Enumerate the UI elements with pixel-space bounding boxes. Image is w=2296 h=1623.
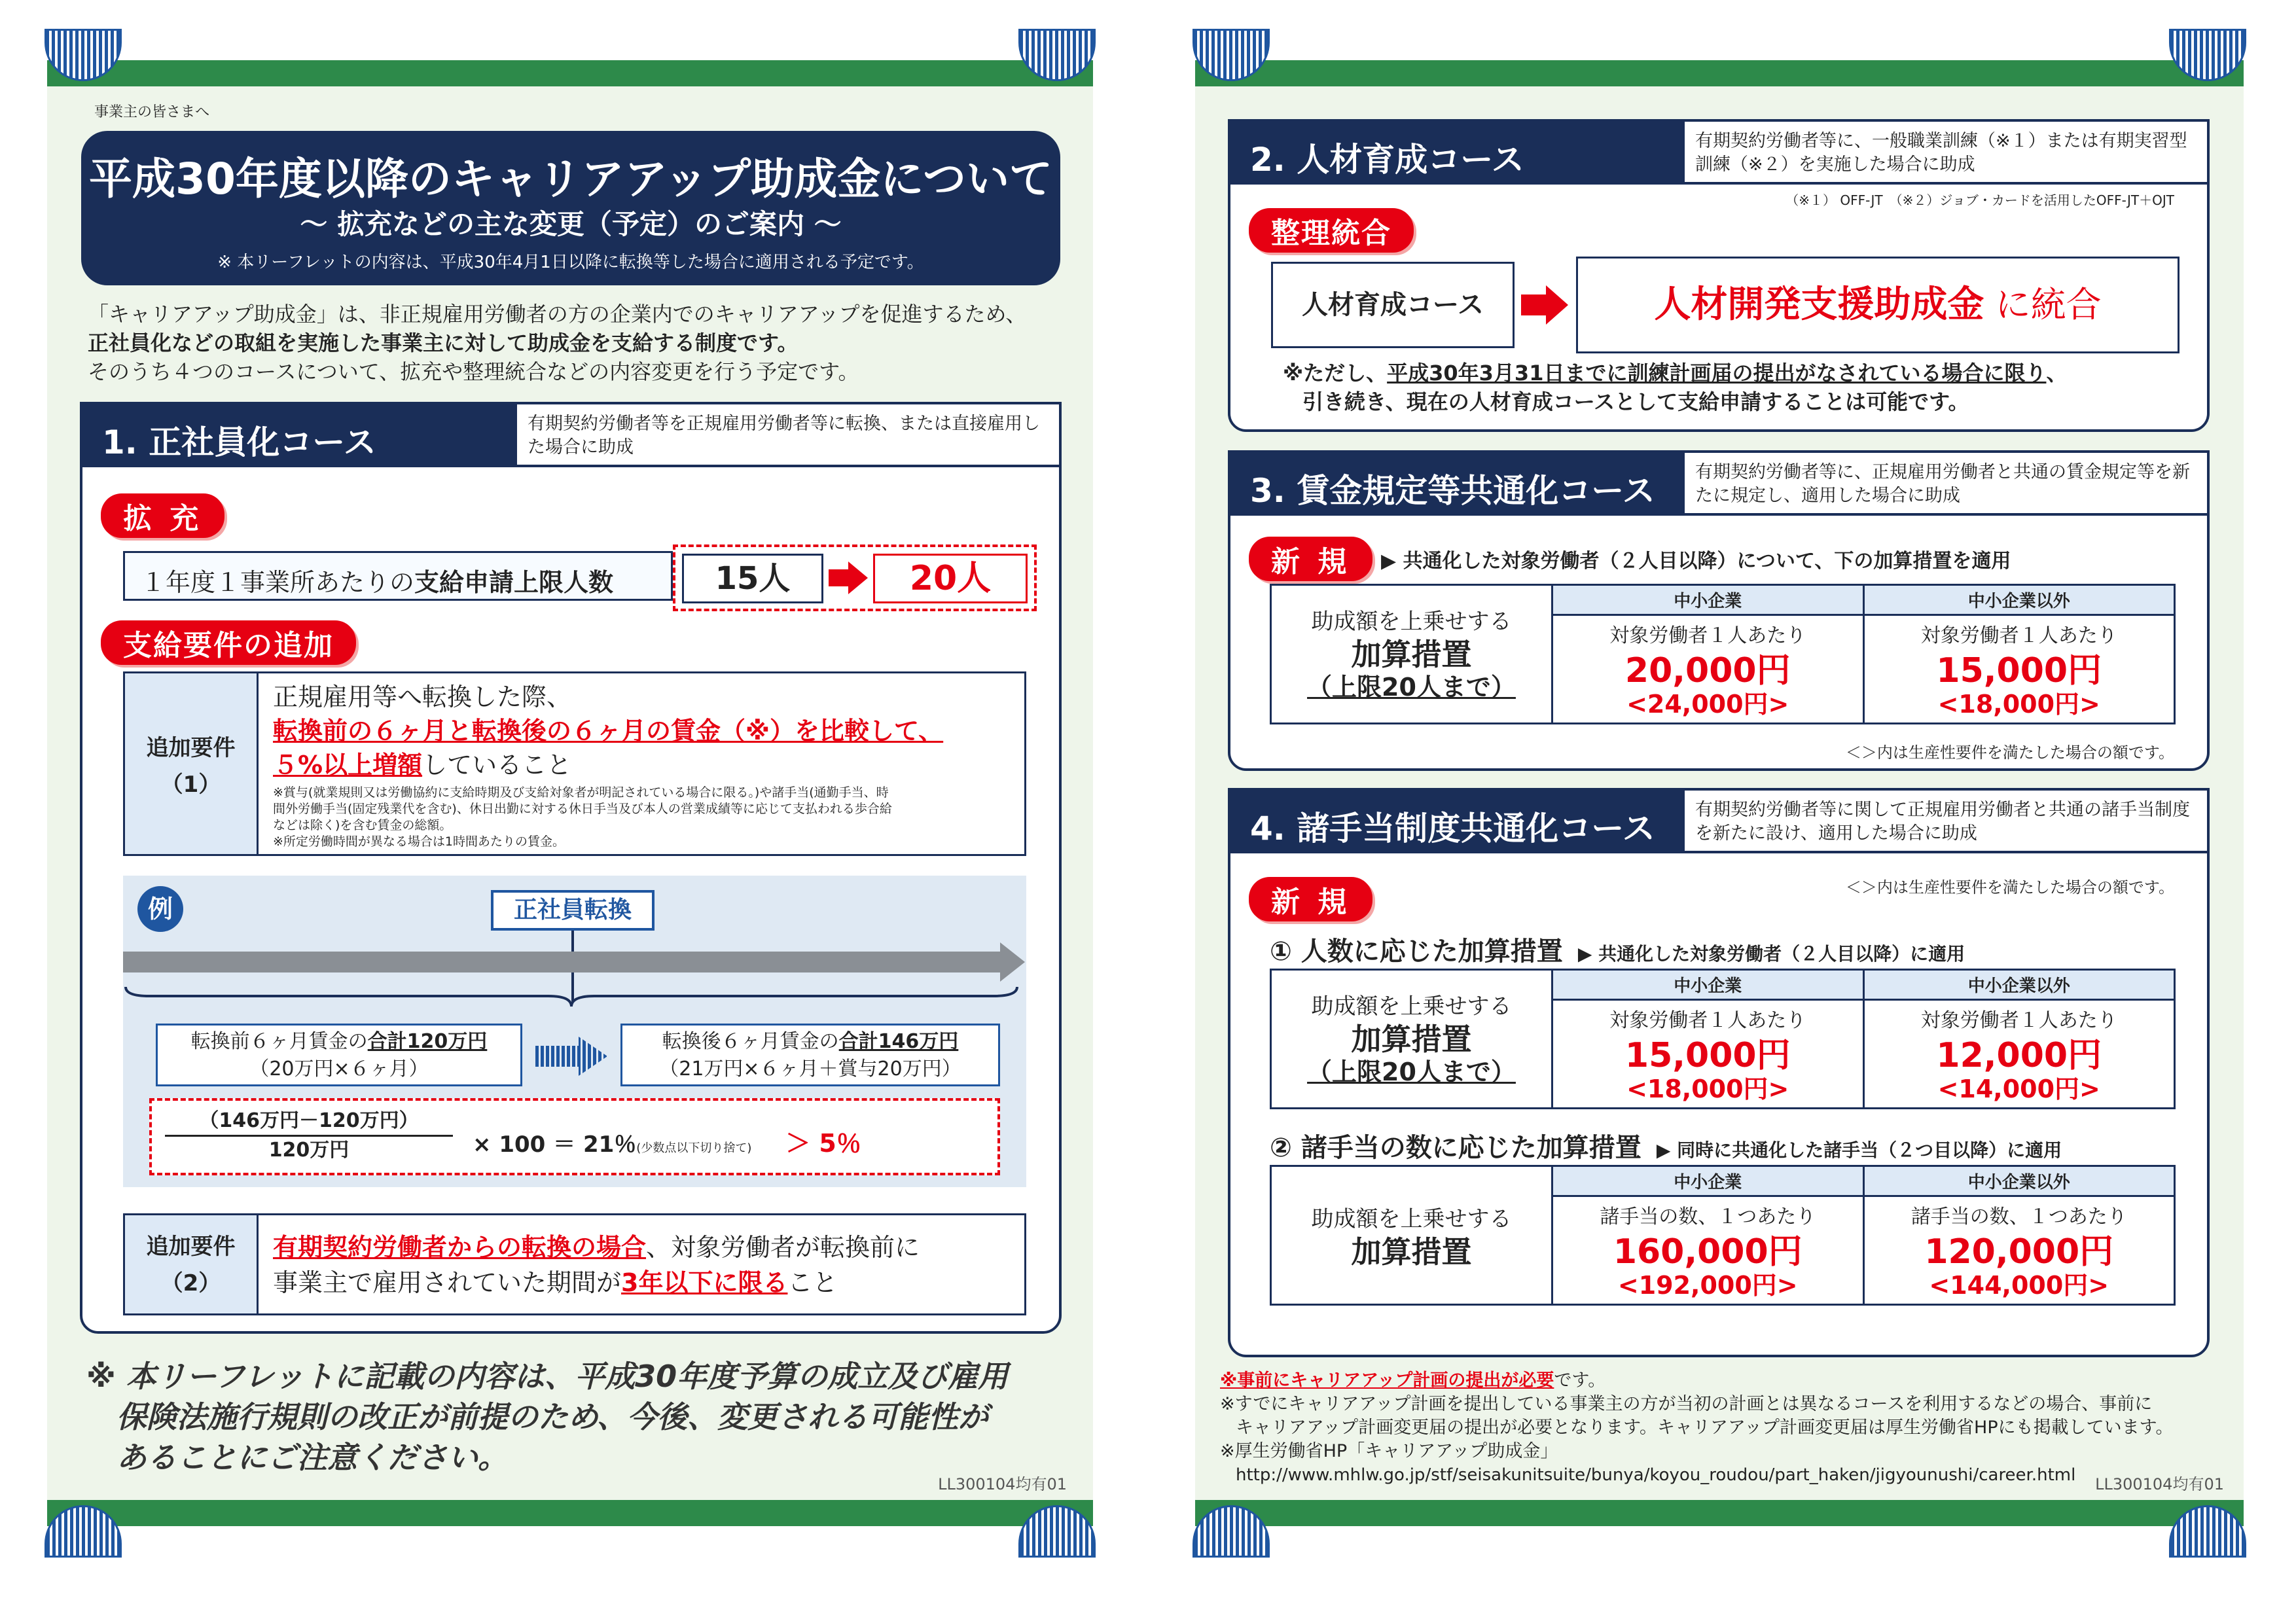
- bottom-green-band: [1195, 1500, 2244, 1526]
- page-title: 平成30年度以降のキャリアアップ助成金について: [89, 154, 1052, 204]
- table-cell: 対象労働者１人あたり 15,000円 <18,000円>: [1863, 615, 2175, 724]
- course4-section: [1228, 788, 2210, 1357]
- measure-2-heading: ② 諸手当の数に応じた加算措置 ▶ 同時に共通化した諸手当（２つ目以降）に適用: [1270, 1133, 2062, 1163]
- column-header: 中小企業以外: [1863, 1166, 2175, 1196]
- example-panel: [123, 876, 1026, 1187]
- requirement-2: [123, 1213, 1026, 1315]
- title-banner: [81, 131, 1060, 285]
- requirement-1-notes: ※賞与(就業規則又は労働協約に支給時期及び支給対象者が明記されている場合に限る。)や諸手当(通勤手当、時 間外労働手当(固定残業代を含む)、休日出勤に対する休日手当及び本人の営業成績等に応じて支払われる歩合給 などは除く)を含む賃金の総額。 ※所定労働時間が異なる場合は1時間あたりの賃金。: [273, 785, 892, 849]
- column-header: 中小企業: [1552, 970, 1864, 1000]
- merge-to: 人材開発支援助成金 に統合: [1576, 257, 2179, 353]
- productivity-note: ＜＞内は生産性要件を満たした場合の額です。: [1845, 878, 2174, 897]
- measure-1-table: [1270, 969, 2176, 1109]
- course3-lead: ▶ 共通化した対象労働者（２人目以降）について、下の加算措置を適用: [1381, 550, 2011, 573]
- course3-section: [1228, 450, 2210, 771]
- intro: [88, 300, 1069, 386]
- requirement-1-label: 追加要件 （1）: [125, 673, 259, 854]
- notice: ※ 本リーフレットの内容は、平成30年4月1日以降に転換等した場合に適用される予定です。: [217, 253, 924, 272]
- new-tag: 新 規: [1249, 537, 1372, 581]
- left-page: [47, 60, 1093, 1526]
- conversion-event-label: 正社員転換: [491, 890, 655, 931]
- course3-title: 3. 賃金規定等共通化コース: [1230, 453, 1682, 513]
- course2-note: （※１） OFF-JT （※２）ジョブ・カードを活用したOFF-JT＋OJT: [1785, 192, 2174, 208]
- timeline-arrow-icon: [123, 942, 1026, 982]
- table-cell: 対象労働者１人あたり 20,000円 <24,000円>: [1552, 615, 1864, 724]
- course2-title: 2. 人材育成コース: [1230, 122, 1682, 182]
- column-header: 中小企業: [1552, 585, 1864, 615]
- document-code: LL300104均有01: [2095, 1475, 2224, 1493]
- table-cell: 諸手当の数、１つあたり 120,000円 <144,000円>: [1863, 1196, 2175, 1305]
- arrow-right-icon: [829, 562, 868, 594]
- before-wage-box: 転換前６ヶ月賃金の合計120万円 （20万円×６ヶ月）: [156, 1024, 522, 1086]
- add-requirement-tag: 支給要件の追加: [101, 620, 356, 665]
- page-subtitle: ～ 拡充などの主な変更（予定）のご案内 ～: [300, 208, 842, 240]
- table-row-label: 助成額を上乗せする 加算措置 （上限20人まで）: [1271, 970, 1552, 1109]
- intro-line: 「キャリアアップ助成金」は、非正規雇用労働者の方の企業内でのキャリアアップを促進するため、: [88, 302, 1027, 327]
- course1-desc: 有期契約労働者等を正規雇用労働者等に転換、または直接雇用した場合に助成: [514, 404, 1059, 465]
- merge-from: 人材育成コース: [1271, 262, 1515, 348]
- right-page: [1195, 60, 2244, 1526]
- document-code: LL300104均有01: [938, 1475, 1067, 1493]
- course2-desc: 有期契約労働者等に、一般職業訓練（※１）または有期実習型訓練（※２）を実施した場合に助成: [1682, 122, 2207, 182]
- reference-link[interactable]: http://www.mhlw.go.jp/stf/seisakunitsuite/bunya/koyou_roudou/part_haken/jigyounushi/career.html: [1236, 1465, 2076, 1485]
- footer-note: ※ 本リーフレットに記載の内容は、平成30年度予算の成立及び雇用 保険法施行規則の改正が前提のため、今後、変更される可能性が あることにご注意ください。: [86, 1359, 1009, 1475]
- measure-1-heading: ① 人数に応じた加算措置 ▶ 共通化した対象労働者（２人目以降）に適用: [1270, 936, 1965, 967]
- top-green-band: [1195, 60, 2244, 86]
- measure-2-table: [1270, 1165, 2176, 1306]
- example-badge: 例: [137, 886, 183, 932]
- expand-tag: 拡 充: [101, 493, 224, 538]
- formula-result: × 100 ＝ 21％(少数点以下切り捨て) ＞ 5％: [473, 1129, 861, 1158]
- course4-desc: 有期契約労働者等に関して正規雇用労働者と共通の諸手当制度を新たに設け、適用した場合に助成: [1682, 791, 2207, 851]
- top-green-band: [47, 60, 1093, 86]
- arrow-right-icon: [1521, 285, 1568, 325]
- course4-title: 4. 諸手当制度共通化コース: [1230, 791, 1682, 851]
- course3-table: [1270, 584, 2176, 724]
- bottom-notes: ※事前にキャリアアップ計画の提出が必要です。 ※すでにキャリアアップ計画を提出している事業主の方が当初の計画とは異なるコースを利用するなどの場合、事前に キャリアアップ計画変更届の提出が必要となります。キャリアアップ計画変更届は厚生労働省HPにも掲載しています。 ※厚生労働省HP「キャリアアップ助成金」 http://www.mhlw.go.jp/stf/seisakunitsuite/bunya/koyou_roudou/part_haken/jigyounushi/career.html: [1220, 1369, 2228, 1487]
- merge-condition: ※ただし、平成30年3月31日までに訓練計画届の提出がなされている場合に限り、 引き続き、現在の人材育成コースとして支給申請することは可能です。: [1283, 361, 2068, 414]
- table-cell: 対象労働者１人あたり 12,000円 <14,000円>: [1863, 1000, 2175, 1109]
- course2-section: [1228, 119, 2210, 432]
- limit-change-box: [673, 544, 1037, 611]
- bottom-green-band: [47, 1500, 1093, 1526]
- column-header: 中小企業以外: [1863, 970, 2175, 1000]
- audience: 事業主の皆さまへ: [94, 104, 210, 120]
- period-braces-icon: [123, 986, 1026, 1008]
- limit-label: １年度１事業所あたりの支給申請上限人数: [123, 551, 673, 601]
- new-tag: 新 規: [1249, 877, 1372, 921]
- column-header: 中小企業: [1552, 1166, 1864, 1196]
- merge-tag: 整理統合: [1249, 208, 1414, 253]
- course3-desc: 有期契約労働者等に、正規雇用労働者と共通の賃金規定等を新たに規定し、適用した場合に助成: [1682, 453, 2207, 513]
- requirement-1-text: 正規雇用等へ転換した際、 転換前の６ヶ月と転換後の６ヶ月の賃金（※）を比較して、 ５%以上増額していること ※賞与(就業規則又は労働協約に支給時期及び支給対象者が明記されている場合に限る。)や諸手当(通勤手当、時 間外労働手当(固定残業代を含む)、休日出勤に対する休日手当及び本人の営業成績等に応じて支払われる歩合給 などは除く)を含む賃金の総額。 ※所定労働時間が異なる場合は1時間あたりの賃金。: [273, 680, 1018, 850]
- formula-box: [149, 1098, 1000, 1175]
- requirement-2-label: 追加要件 （2）: [125, 1215, 259, 1313]
- intro-line: そのうち４つのコースについて、拡充や整理統合などの内容変更を行う予定です。: [88, 359, 859, 384]
- course1-title: 1. 正社員化コース: [82, 404, 514, 465]
- after-wage-box: 転換後６ヶ月賃金の合計146万円 （21万円×６ヶ月＋賞与20万円）: [620, 1024, 1000, 1086]
- intro-line: 正社員化などの取組を実施した事業主に対して助成金を支給する制度です。: [88, 330, 798, 355]
- formula-fraction: （146万円－120万円） 120万円: [165, 1107, 453, 1164]
- old-limit: 15人: [682, 554, 823, 603]
- table-cell: 諸手当の数、１つあたり 160,000円 <192,000円>: [1552, 1196, 1864, 1305]
- table-cell: 対象労働者１人あたり 15,000円 <18,000円>: [1552, 1000, 1864, 1109]
- table-row-label: 助成額を上乗せする 加算措置: [1271, 1166, 1552, 1305]
- arrow-right-icon: [535, 1037, 607, 1076]
- requirement-1: [123, 671, 1026, 856]
- productivity-note: ＜＞内は生産性要件を満たした場合の額です。: [1845, 743, 2174, 762]
- table-row-label: 助成額を上乗せする 加算措置 （上限20人まで）: [1271, 585, 1552, 724]
- new-limit: 20人: [873, 554, 1028, 603]
- requirement-2-text: 有期契約労働者からの転換の場合、対象労働者が転換前に 事業主で雇用されていた期間が3年以下に限ること: [273, 1233, 920, 1297]
- column-header: 中小企業以外: [1863, 585, 2175, 615]
- course1-section: [80, 402, 1062, 1334]
